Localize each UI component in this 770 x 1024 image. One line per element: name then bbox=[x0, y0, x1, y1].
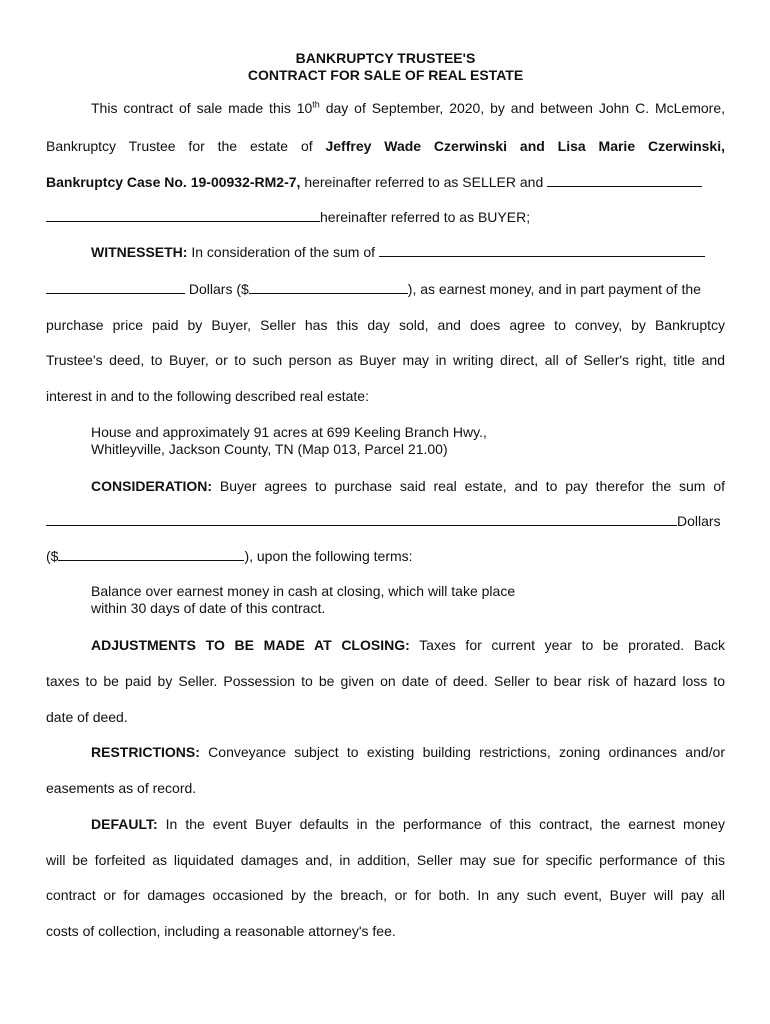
restrictions-line-1 bbox=[46, 743, 725, 761]
adjustments-line-1 bbox=[46, 636, 725, 654]
debtor-names: Jeffrey Wade Czerwinski and Lisa Marie Czerwinski, bbox=[325, 138, 725, 154]
consideration-text: Buyer agrees to purchase said real estate, and to pay therefor the sum of bbox=[212, 478, 725, 494]
intro-estate-text: Bankruptcy Trustee for the estate of bbox=[46, 138, 326, 154]
buyer-name-blank-1[interactable] bbox=[547, 173, 702, 187]
earnest-sum-words-blank[interactable] bbox=[379, 243, 705, 257]
case-number: Bankruptcy Case No. 19-00932-RM2-7, bbox=[46, 174, 301, 190]
buyer-text: hereinafter referred to as BUYER; bbox=[320, 209, 531, 225]
intro-line-4 bbox=[46, 208, 725, 226]
adjustments-heading: ADJUSTMENTS TO BE MADE AT CLOSING: bbox=[91, 637, 410, 653]
consideration-line-2 bbox=[46, 512, 725, 530]
intro-text-a: This contract of sale made this 10 bbox=[91, 100, 313, 116]
default-line-4: costs of collection, including a reasonable attorney's fee. bbox=[46, 923, 396, 939]
default-line-2: will be forfeited as liquidated damages and, in addition, Seller may sue for specific performance of this bbox=[46, 852, 725, 868]
title-line-1: BANKRUPTCY TRUSTEE'S bbox=[295, 50, 476, 66]
witnesseth-line-5: interest in and to the following described real estate: bbox=[46, 388, 369, 404]
document-title bbox=[46, 50, 725, 84]
dollars-label-2: Dollars bbox=[677, 513, 721, 529]
witnesseth-heading: WITNESSETH: bbox=[91, 244, 188, 260]
buyer-name-blank-2[interactable] bbox=[46, 208, 320, 222]
property-description bbox=[91, 424, 487, 458]
adjustments-line-2: taxes to be paid by Seller. Possession to be given on date of deed. Seller to bear risk of hazard loss to bbox=[46, 673, 725, 689]
document-page bbox=[46, 0, 725, 1024]
terms-intro-text: ), upon the following terms: bbox=[244, 548, 413, 564]
property-line-2: Whitleyville, Jackson County, TN (Map 013, Parcel 21.00) bbox=[91, 441, 448, 457]
purchase-sum-words-blank[interactable] bbox=[46, 512, 677, 526]
restrictions-text: Conveyance subject to existing building restrictions, zoning ordinances and/or bbox=[199, 744, 725, 760]
title-line-2: CONTRACT FOR SALE OF REAL ESTATE bbox=[247, 67, 524, 83]
intro-line-1 bbox=[46, 99, 725, 117]
adjustments-text: Taxes for current year to be prorated. Back bbox=[409, 637, 725, 653]
terms-line-2: within 30 days of date of this contract. bbox=[91, 600, 326, 616]
witnesseth-line-1 bbox=[46, 243, 725, 261]
adjustments-line-3: date of deed. bbox=[46, 709, 128, 725]
dollar-open: ($ bbox=[46, 548, 59, 564]
consideration-heading: CONSIDERATION: bbox=[91, 478, 213, 494]
witnesseth-line-3: purchase price paid by Buyer, Seller has this day sold, and does agree to convey, by Bankruptcy bbox=[46, 317, 725, 333]
restrictions-line-2: easements as of record. bbox=[46, 780, 197, 796]
consideration-line-3 bbox=[46, 547, 725, 565]
seller-text: hereinafter referred to as SELLER and bbox=[300, 174, 548, 190]
default-line-1 bbox=[46, 815, 725, 833]
terms-line-1: Balance over earnest money in cash at closing, which will take place bbox=[91, 583, 516, 599]
intro-line-3 bbox=[46, 173, 725, 191]
consideration-line-1 bbox=[46, 477, 725, 495]
ordinal-suffix: th bbox=[312, 99, 320, 110]
purchase-amount-blank[interactable] bbox=[58, 547, 244, 561]
intro-line-2 bbox=[46, 137, 725, 155]
witnesseth-text: In consideration of the sum of bbox=[187, 244, 379, 260]
payment-terms bbox=[91, 583, 515, 617]
property-line-1: House and approximately 91 acres at 699 Keeling Branch Hwy., bbox=[91, 424, 487, 440]
default-text: In the event Buyer defaults in the performance of this contract, the earnest money bbox=[157, 816, 725, 832]
dollars-label: Dollars ($ bbox=[185, 281, 249, 297]
witnesseth-line-4: Trustee's deed, to Buyer, or to such person as Buyer may in writing direct, all of Seller's right, title and bbox=[46, 352, 725, 368]
default-heading: DEFAULT: bbox=[91, 816, 158, 832]
earnest-amount-blank[interactable] bbox=[249, 280, 408, 294]
earnest-money-text: ), as earnest money, and in part payment of the bbox=[407, 281, 701, 297]
restrictions-heading: RESTRICTIONS: bbox=[91, 744, 200, 760]
intro-text-b: day of September, 2020, by and between John C. McLemore, bbox=[319, 100, 725, 116]
default-line-3: contract or for damages occasioned by the breach, or for both. In any such event, Buyer will pay all bbox=[46, 887, 725, 903]
earnest-sum-words-blank-2[interactable] bbox=[46, 280, 185, 294]
witnesseth-line-2 bbox=[46, 280, 725, 298]
